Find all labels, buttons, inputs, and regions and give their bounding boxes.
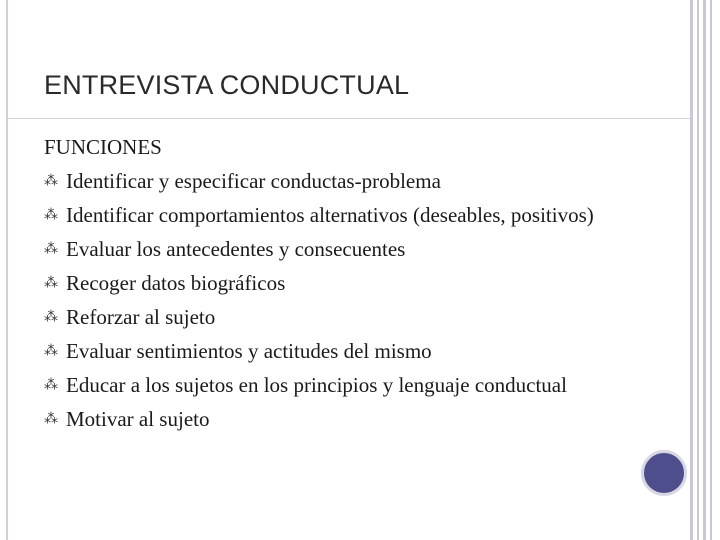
list-item-text: Recoger datos biográficos: [66, 271, 286, 295]
list-item-text: Identificar comportamientos alternativos (deseables, positivos): [66, 203, 594, 227]
fleuron-bullet-icon: ⁂: [44, 173, 58, 189]
list-item-text: Educar a los sujetos en los principios y lenguaje conductual: [66, 373, 567, 397]
fleuron-bullet-icon: ⁂: [44, 207, 58, 223]
slide-frame-right-stripe: [690, 0, 693, 540]
slide-frame-right-stripe: [697, 0, 699, 540]
fleuron-bullet-icon: ⁂: [44, 377, 58, 393]
list-item: [44, 198, 611, 232]
list-item: [44, 300, 611, 334]
slide-body: [44, 130, 611, 436]
slide-frame-right-stripe: [710, 0, 712, 540]
list-item: [44, 164, 611, 198]
list-item-text: Evaluar los antecedentes y consecuentes: [66, 237, 406, 261]
list-item: [44, 402, 611, 436]
fleuron-bullet-icon: ⁂: [44, 275, 58, 291]
list-item-text: Motivar al sujeto: [66, 407, 210, 431]
slide-frame-left-border: [6, 0, 8, 540]
list-item-text: Identificar y especificar conductas-problema: [66, 169, 441, 193]
list-item: [44, 232, 611, 266]
list-item-text: Reforzar al sujeto: [66, 305, 216, 329]
list-item: [44, 266, 611, 300]
fleuron-bullet-icon: ⁂: [44, 343, 58, 359]
list-item-text: Evaluar sentimientos y actitudes del mismo: [66, 339, 432, 363]
bullet-list: [44, 164, 611, 436]
slide-frame-right-stripe: [703, 0, 706, 540]
fleuron-bullet-icon: ⁂: [44, 309, 58, 325]
slide-title: ENTREVISTA CONDUCTUAL: [44, 70, 410, 100]
list-item: [44, 334, 611, 368]
fleuron-bullet-icon: ⁂: [44, 241, 58, 257]
section-heading: FUNCIONES: [44, 135, 162, 159]
title-divider: [6, 118, 690, 119]
list-item: [44, 368, 611, 402]
fleuron-bullet-icon: ⁂: [44, 411, 58, 427]
decorative-circle-icon: [641, 450, 687, 496]
